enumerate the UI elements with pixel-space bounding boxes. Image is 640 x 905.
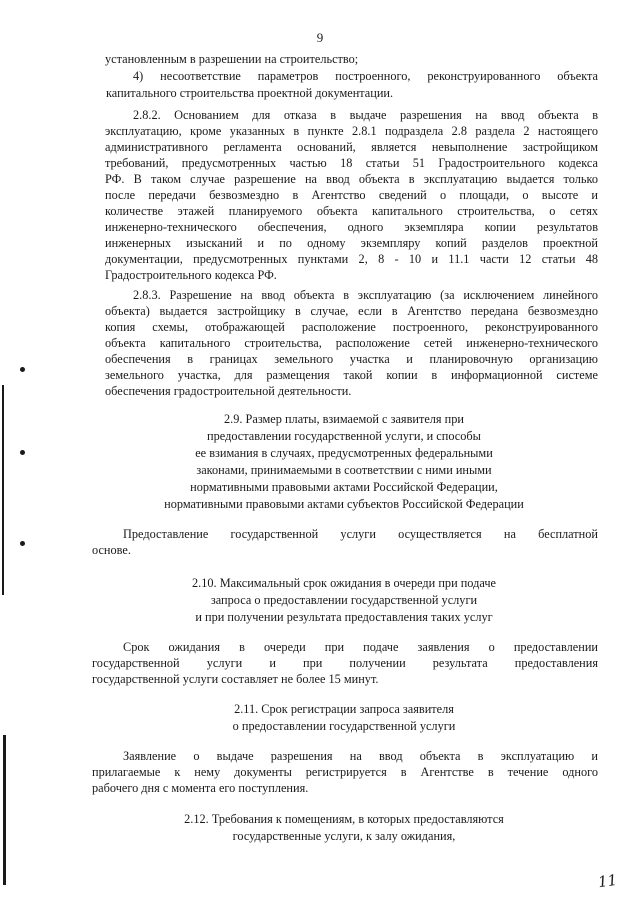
text-line: обеспечения в границах земельного участка и планировочную организацию (105, 352, 598, 366)
section-heading: о предоставлении государственной услуги (232, 719, 456, 733)
text-line: Заявление о выдаче разрешения на ввод объекта в эксплуатацию и (123, 749, 598, 763)
text-line: объекта капитального строительства, расположение сетей инженерно-технического (105, 336, 598, 350)
text-line: Градостроительного кодекса РФ. (105, 268, 277, 282)
text-line: государственной услуги и при получении результата предоставления (92, 656, 598, 670)
text-line: документации, предусмотренных пунктами 2, 8 - 10 и 11.1 части 12 статьи 48 (105, 252, 598, 266)
section-heading: государственные услуги, к залу ожидания, (232, 829, 456, 843)
text-line: 4) несоответствие параметров построенного, реконструированного объекта (133, 69, 598, 83)
scan-dot (20, 450, 25, 455)
text-line: основе. (92, 543, 131, 557)
text-line: обеспечения градостроительной деятельности. (105, 384, 352, 398)
text-line: 2.8.3. Разрешение на ввод объекта в эксплуатацию (за исключением линейного (133, 288, 598, 302)
text-line: земельного участка, для размещения такой копии в информационной системе (105, 368, 598, 382)
text-line: государственной услуги составляет не более 15 минут. (92, 672, 379, 686)
scan-mark (3, 735, 6, 885)
text-line: 2.8.2. Основанием для отказа в выдаче разрешения на ввод объекта в (133, 108, 598, 122)
section-heading: 2.9. Размер платы, взимаемой с заявителя при (224, 412, 464, 426)
text-line: Предоставление государственной услуги осуществляется на бесплатной (123, 527, 598, 541)
text-line: инженерных изысканий и по одному экземпляру копий разделов проектной (105, 236, 598, 250)
text-line: эксплуатацию, кроме указанных в пункте 2.8.1 подраздела 2.8 раздела 2 настоящего (105, 124, 598, 138)
text-line: административного регламента оснований, является невыполнение застройщиком (105, 140, 598, 154)
text-line: прилагаемые к нему документы регистрируется в Агентстве в течение одного (92, 765, 598, 779)
section-heading: 2.10. Максимальный срок ожидания в очереди при подаче (192, 576, 496, 590)
handwritten-page-note: 11 (596, 870, 619, 892)
section-heading: 2.12. Требования к помещениям, в которых предоставляются (184, 812, 504, 826)
section-heading: нормативными правовыми актами Российской Федерации, (190, 480, 498, 494)
text-line: объекта) выдается застройщику в случае, если в Агентство передана безвозмездно (105, 304, 598, 318)
text-line: установленным в разрешении на строительство; (105, 52, 359, 66)
scan-dot (20, 541, 25, 546)
scan-dot (20, 367, 25, 372)
scan-mark (2, 385, 4, 595)
text-line: количестве этажей планируемого объекта капитального строительства, о сетях (105, 204, 598, 218)
section-heading: 2.11. Срок регистрации запроса заявителя (234, 702, 454, 716)
text-line: Срок ожидания в очереди при подаче заявления о предоставлении (123, 640, 598, 654)
text-line: рабочего дня с момента его поступления. (92, 781, 309, 795)
page-number: 9 (316, 30, 324, 45)
section-heading: и при получении результата предоставления таких услуг (195, 610, 493, 624)
section-heading: законами, принимаемыми в соответствии с ними иными (196, 463, 492, 477)
text-line: требований, предусмотренных частью 18 статьи 51 Градостроительного кодекса (105, 156, 598, 170)
section-heading: нормативными правовыми актами субъектов Российской Федерации (164, 497, 524, 511)
text-line: копия схемы, отображающей расположение построенного, реконструированного (105, 320, 598, 334)
text-line: капитального строительства проектной документации. (106, 86, 394, 100)
text-line: после передачи безвозмездно в Агентство сведений о площади, о высоте и (105, 188, 598, 202)
text-line: РФ. В таком случае разрешение на ввод объекта в эксплуатацию выдается только (105, 172, 598, 186)
section-heading: предоставлении государственной услуги, и способы (207, 429, 481, 443)
section-heading: ее взимания в случаях, предусмотренных федеральными (195, 446, 493, 460)
section-heading: запроса о предоставлении государственной услуги (210, 593, 478, 607)
text-line: инженерно-технического обеспечения, одного экземпляра копии результатов (105, 220, 598, 234)
